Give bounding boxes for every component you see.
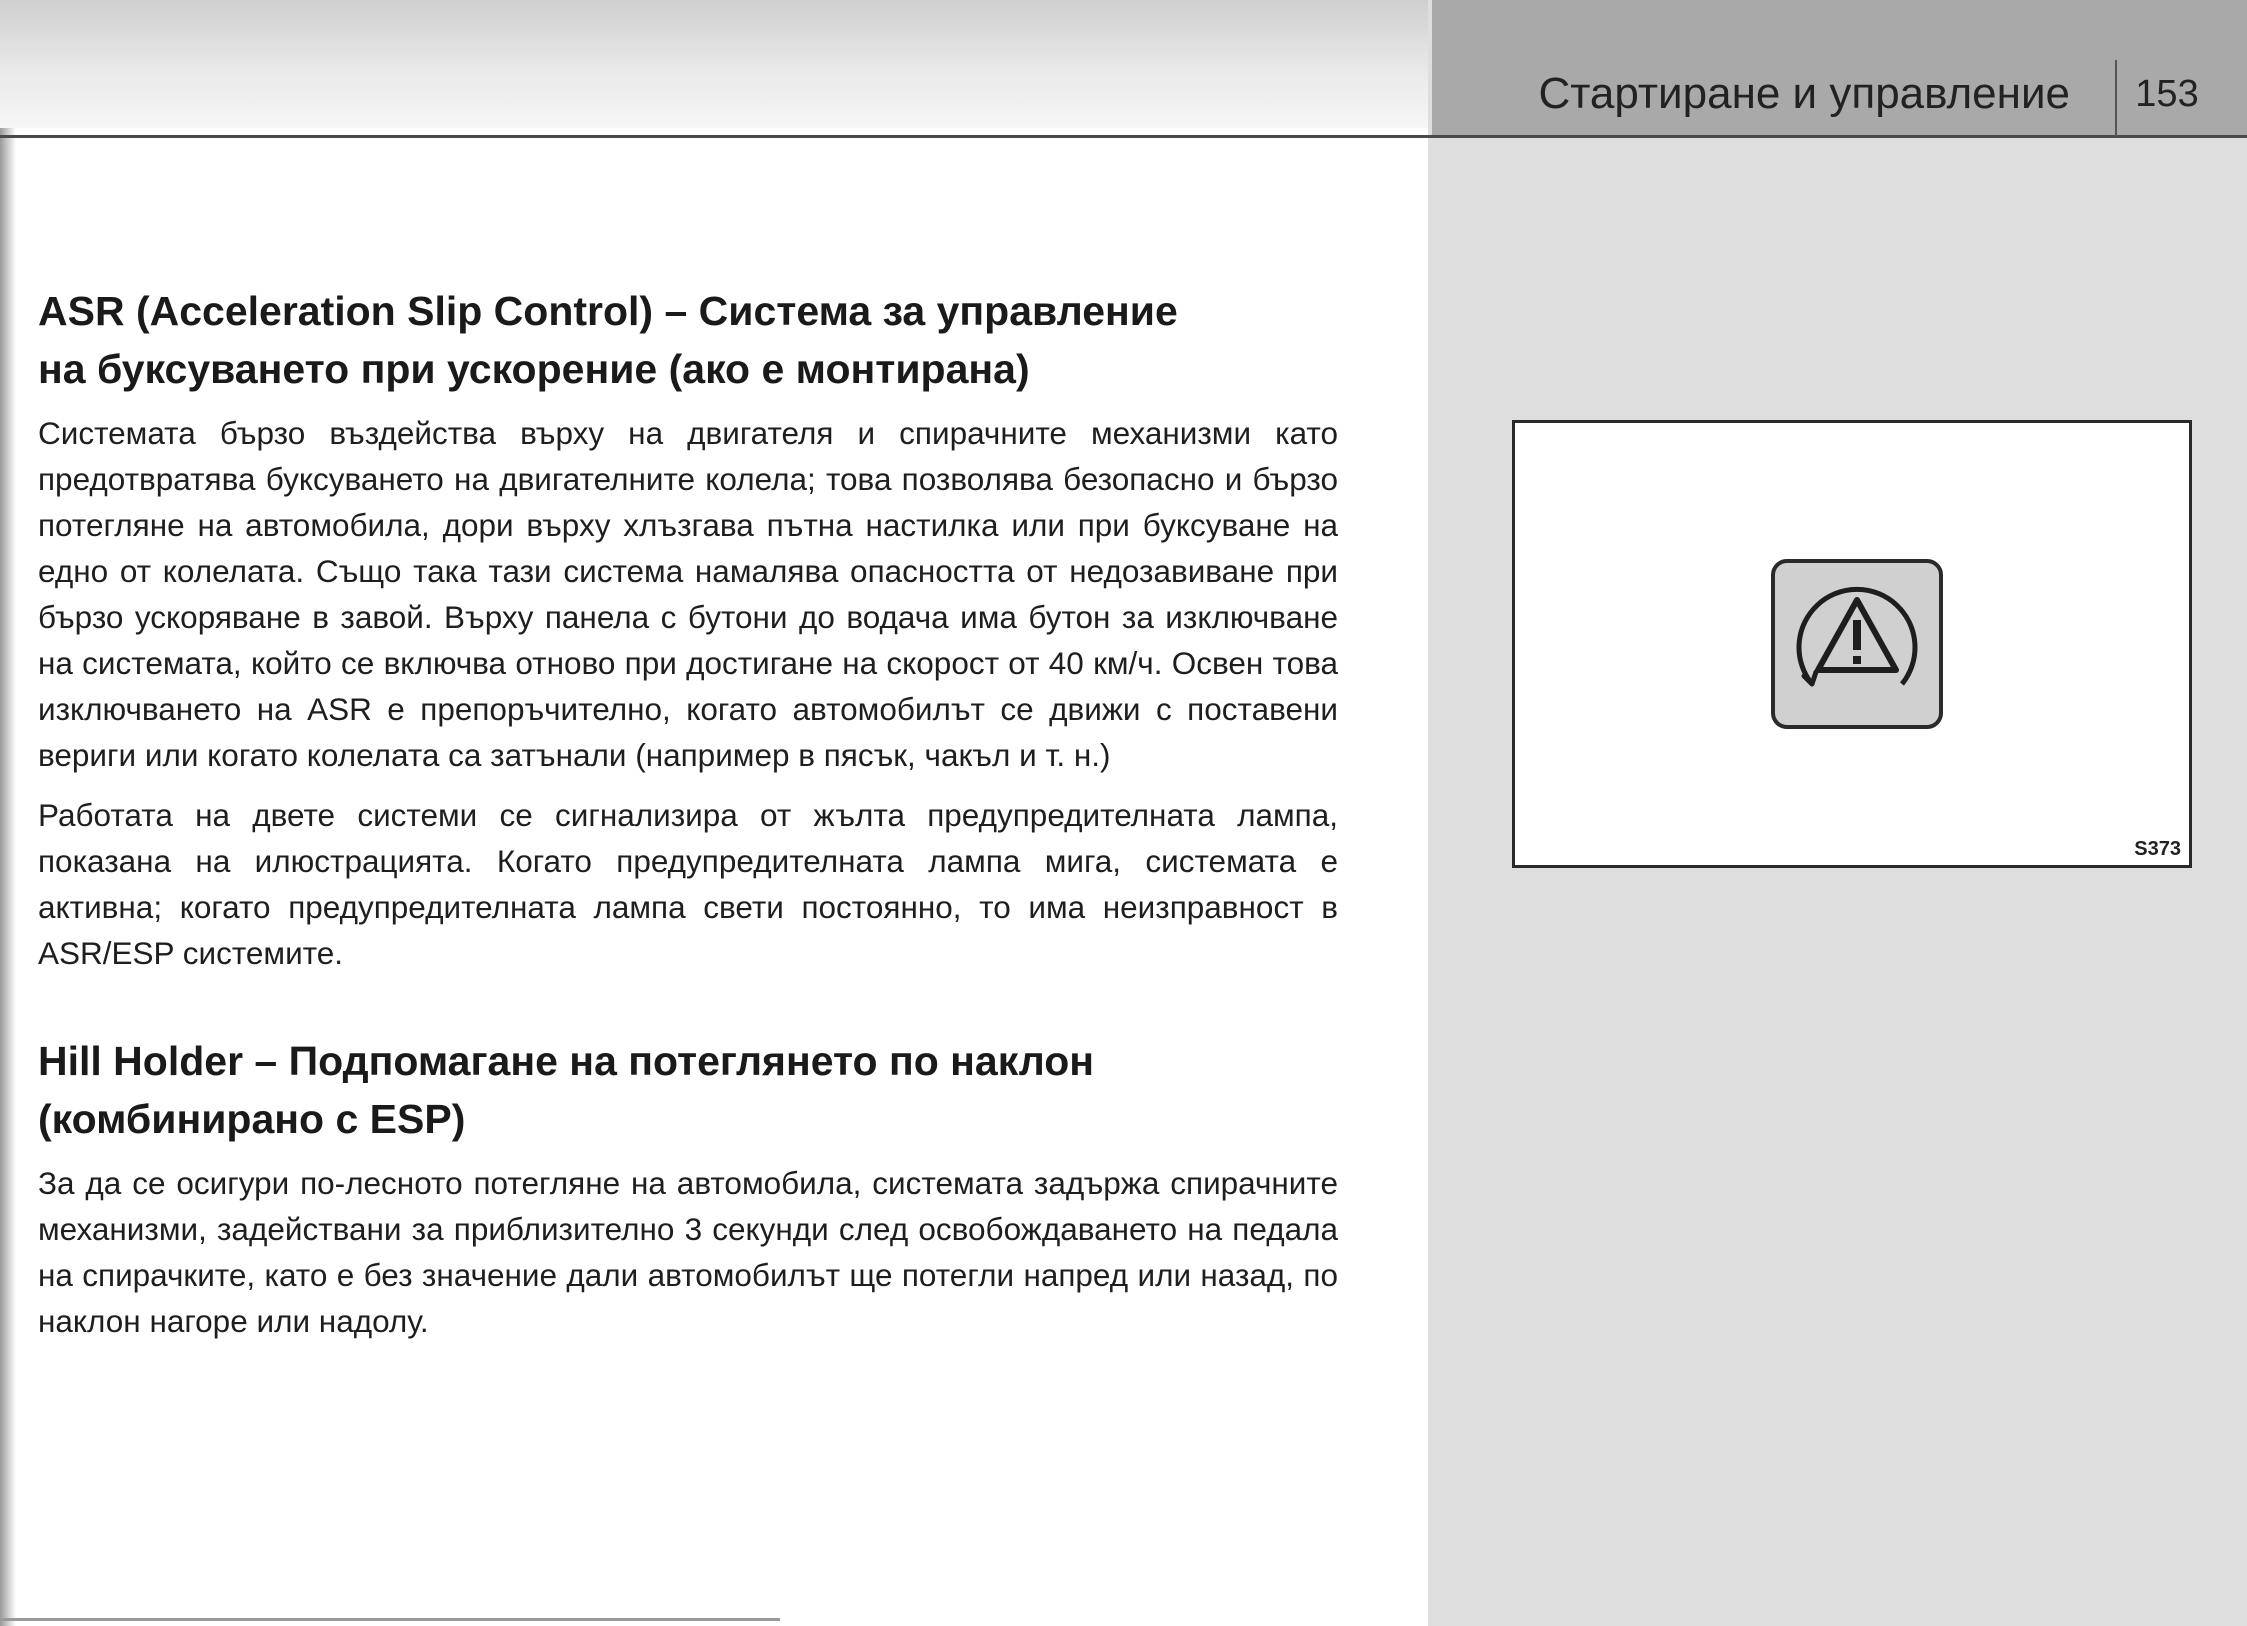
spine-shadow bbox=[0, 0, 16, 1626]
figure-code: S373 bbox=[2134, 838, 2181, 860]
page-number-divider bbox=[2115, 60, 2117, 136]
header-rule bbox=[0, 135, 2247, 138]
paragraph: Системата бързо въздейства върху на двигателя и спирачните механизми като предотвратява буксуването на двигателните колела; това позволява безопасно и бързо потегляне на автомобила, дори върху хлъзгава пътна настилка или при буксуване на едно от колелата. Също така тази система намалява опасността от недозавиване при бързо ускоряване в завой. Върху панела с бутони до водача има бутон за изключване на системата, който се включва отново при достигане на скорост от 40 км/ч. Освен това изключването на ASR е препоръчително, когато автомобилът се движи с поставени вериги или когато колелата са затънали (например в пясък, чакъл и т. н.) bbox=[38, 415, 1338, 773]
paragraph: За да се осигури по-лесното потегляне на автомобила, системата задържа спирачните механизми, задействани за приблизително 3 секунди след освобождаването на педала на спирачките, като е без значение дали автомобилът ще потегли напред или назад, по наклон нагоре или надолу. bbox=[38, 1165, 1338, 1339]
main-content bbox=[38, 282, 1338, 1344]
heading-line: (комбинирано с ESP) bbox=[38, 1096, 466, 1142]
page-number: 153 bbox=[2135, 73, 2199, 115]
heading-line: Hill Holder – Подпомагане на потеглянето по наклон bbox=[38, 1038, 1095, 1084]
warning-triangle-skid-icon bbox=[1770, 558, 1944, 730]
running-header-title: Стартиране и управление bbox=[1538, 69, 2070, 118]
heading-line: ASR (Acceleration Slip Control) – Система за управление bbox=[38, 288, 1178, 334]
section-heading-hill-holder bbox=[38, 1032, 1338, 1148]
illustration-figure bbox=[1512, 420, 2192, 868]
top-shade bbox=[0, 0, 1432, 128]
bottom-line bbox=[0, 1618, 780, 1621]
section-heading-asr bbox=[38, 282, 1338, 398]
paragraph: Работата на двете системи се сигнализира от жълта предупредителната лампа, показана на илюстрацията. Когато предупредителната лампа мига, системата е активна; когато предупредителната лампа свети постоянно, то има неизправност в ASR/ESP системите. bbox=[38, 797, 1338, 971]
heading-line: на буксуването при ускорение (ако е монтирана) bbox=[38, 346, 1030, 392]
